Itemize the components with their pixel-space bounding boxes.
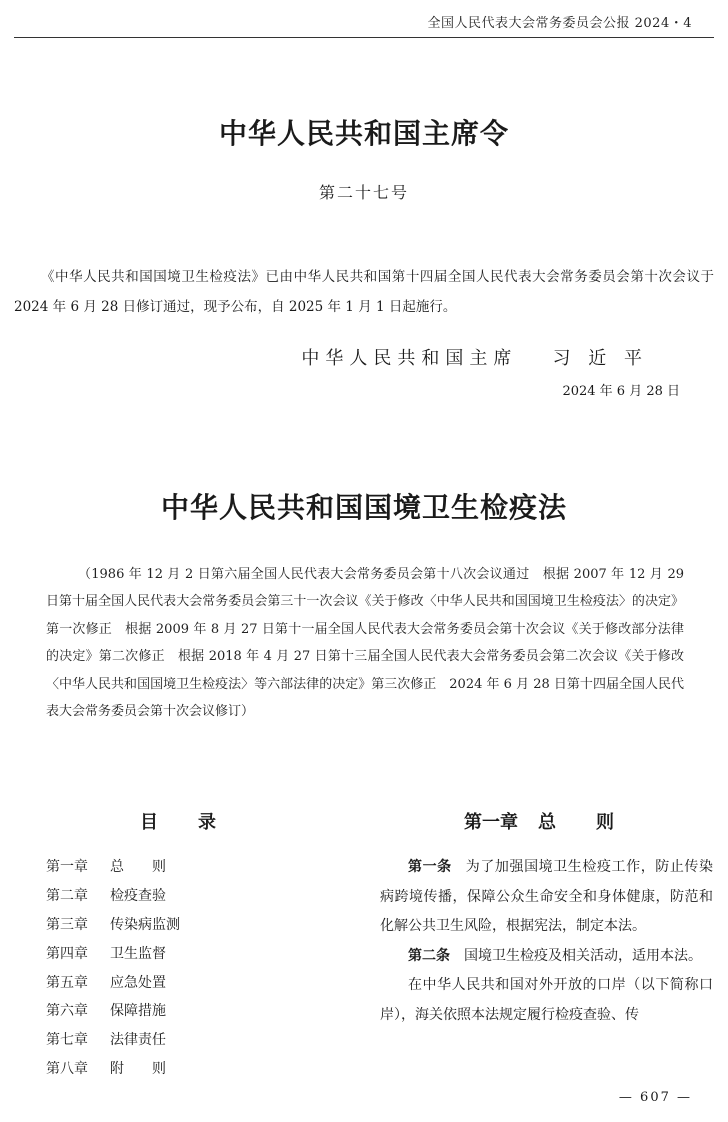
toc-item-number: 第二章 bbox=[46, 887, 88, 904]
journal-header: 全国人民代表大会常务委员会公报 2024・4 bbox=[427, 16, 692, 31]
toc-item-title: 总 则 bbox=[110, 859, 166, 875]
toc-item bbox=[46, 914, 180, 943]
article-label: 第二条 bbox=[408, 947, 450, 964]
toc-item-number: 第八章 bbox=[46, 1061, 88, 1078]
chapter-title-part1: 总 bbox=[538, 812, 556, 833]
toc-item-number: 第四章 bbox=[46, 945, 88, 962]
order-number: 第二十七号 bbox=[318, 183, 409, 202]
law-history: （1986 年 12 月 2 日第六届全国人民代表大会常务委员会第十八次会议通过 根据 2007 年 12 月 29 日第十届全国人民代表大会常务委员会第三十一次会议《关于修改〈中华人民共和国国境卫生检疫法〉的决定》第一次修正 根据 2009 年 8 月 27 日第十一届全国人民代表大会常务委员会第十次会议《关于修改部分法律的决定》第二次修正 根据 2018 年 4 月 27 日第十三届全国人民代表大会常务委员会第二次会议《关于修改〈中华人民共和国国境卫生检疫法〉等六部法律的决定》第三次修正 2024 年 6 月 28 日第十四届全国人民代表大会常务委员会第十次会议修订） bbox=[46, 567, 684, 720]
toc-item bbox=[46, 1029, 180, 1058]
toc-item-number: 第五章 bbox=[46, 974, 88, 991]
toc-item-title: 卫生监督 bbox=[110, 945, 166, 962]
article-2 bbox=[380, 942, 713, 972]
toc-item bbox=[46, 1058, 180, 1087]
toc-item-number: 第一章 bbox=[46, 859, 88, 875]
article-label: 第一条 bbox=[408, 859, 452, 875]
article-text: 为了加强国境卫生检疫工作，防止传染病跨境传播，保障公众生命安全和身体健康，防范和化解公共卫生风险，根据宪法，制定本法。 bbox=[380, 859, 714, 934]
order-signature bbox=[301, 344, 648, 370]
toc-heading: 目录 bbox=[140, 812, 256, 833]
article-1 bbox=[380, 853, 713, 942]
toc-item-title: 法律责任 bbox=[110, 1032, 166, 1049]
toc-item-title: 保障措施 bbox=[110, 1003, 166, 1020]
toc-item-title: 传染病监测 bbox=[110, 916, 180, 933]
toc-item bbox=[46, 885, 180, 914]
chapter-body bbox=[380, 853, 713, 1030]
toc-item-title: 附 则 bbox=[110, 1061, 166, 1078]
toc-item-number: 第三章 bbox=[46, 916, 88, 933]
signer-name: 习 近 平 bbox=[552, 348, 648, 369]
toc-item-title: 检疫查验 bbox=[110, 887, 166, 904]
page-number: — 607 — bbox=[618, 1090, 692, 1105]
chapter-number: 第一章 bbox=[464, 812, 518, 833]
toc-list bbox=[46, 856, 180, 1087]
toc-item bbox=[46, 943, 180, 972]
order-title: 中华人民共和国主席令 bbox=[218, 117, 509, 150]
signer-title: 中华人民共和国主席 bbox=[301, 348, 518, 369]
law-title: 中华人民共和国国境卫生检疫法 bbox=[160, 491, 567, 524]
toc-item bbox=[46, 1000, 180, 1029]
toc-item-number: 第七章 bbox=[46, 1032, 88, 1049]
article-2-paragraph-2: 在中华人民共和国对外开放的口岸（以下简称口岸），海关依照本法规定履行检疫查验、传 bbox=[380, 977, 713, 1023]
toc-item-title: 应急处置 bbox=[110, 974, 166, 991]
article-text: 国境卫生检疫及相关活动，适用本法。 bbox=[464, 947, 702, 964]
toc-item bbox=[46, 856, 180, 885]
chapter-title-part2: 则 bbox=[596, 812, 614, 833]
order-announcement: 《中华人民共和国国境卫生检疫法》已由中华人民共和国第十四届全国人民代表大会常务委员会第十次会议于 2024 年 6 月 28 日修订通过，现予公布，自 2025 年 1 月 1 日起施行。 bbox=[14, 268, 714, 315]
chapter-heading bbox=[464, 808, 614, 834]
header-rule bbox=[14, 37, 714, 38]
order-date: 2024 年 6 月 28 日 bbox=[562, 384, 680, 399]
toc-item bbox=[46, 972, 180, 1001]
toc-item-number: 第六章 bbox=[46, 1003, 88, 1020]
